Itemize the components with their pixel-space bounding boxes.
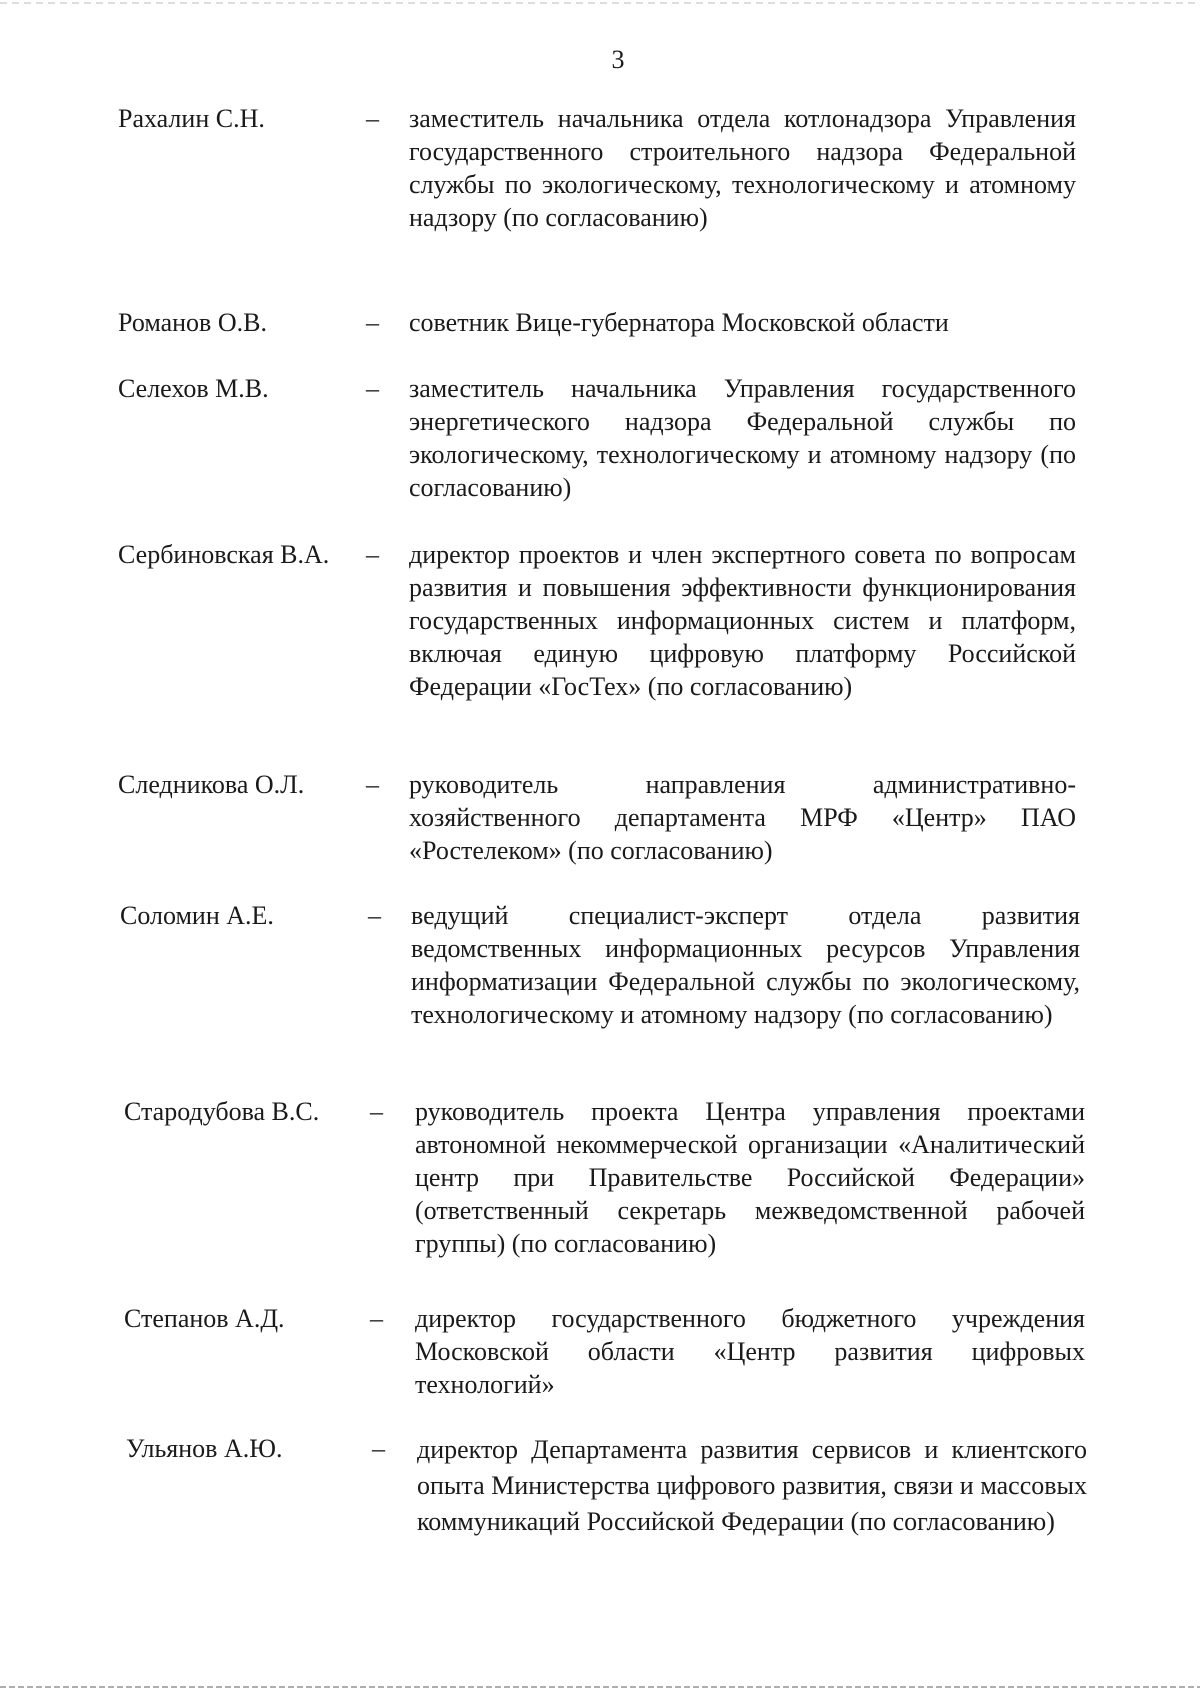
member-name: Селехов М.В. xyxy=(118,374,269,403)
member-dash: – xyxy=(366,374,379,403)
scan-edge-bottom xyxy=(0,1686,1200,1688)
scan-edge-top xyxy=(0,2,1200,4)
member-name: Ульянов А.Ю. xyxy=(126,1434,283,1463)
member-role: директор Департамента развития сервисов и клиентского опыта Министерства цифрового развития, связи и массовых коммуникаций Российской Федерации (по согласованию) xyxy=(417,1435,1087,1536)
member-name: Степанов А.Д. xyxy=(124,1304,285,1333)
member-name: Рахалин С.Н. xyxy=(118,104,265,133)
member-dash: – xyxy=(366,104,379,133)
member-role: руководитель направления административно-хозяйственного департамента МРФ «Центр» ПАО «Ростелеком» (по согласованию) xyxy=(409,770,1076,865)
member-role: директор проектов и член экспертного совета по вопросам развития и повышения эффективности функционирования государственных информационных систем и платформ, включая единую цифровую платформу Российской Федерации «ГосТех» (по согласованию) xyxy=(409,540,1076,701)
member-name: Следникова О.Л. xyxy=(118,770,305,799)
member-dash: – xyxy=(370,1097,383,1126)
member-role: ведущий специалист-эксперт отдела развития ведомственных информационных ресурсов Управления информатизации Федеральной службы по экологическому, технологическому и атомному надзору (по согласованию) xyxy=(411,901,1080,1029)
member-name: Стародубова В.С. xyxy=(124,1097,320,1126)
member-role: советник Вице-губернатора Московской области xyxy=(409,308,949,337)
member-dash: – xyxy=(372,1434,385,1463)
member-role: руководитель проекта Центра управления проектами автономной некоммерческой организации «Аналитический центр при Правительстве Российской Федерации» (ответственный секретарь межведомственной рабочей группы) (по согласованию) xyxy=(415,1097,1085,1258)
page-number: 3 xyxy=(611,45,625,74)
member-dash: – xyxy=(368,901,381,930)
member-name: Соломин А.Е. xyxy=(120,901,274,930)
member-dash: – xyxy=(366,540,379,569)
member-role: заместитель начальника Управления государственного энергетического надзора Федеральной службы по экологическому, технологическому и атомному надзору (по согласованию) xyxy=(409,374,1076,502)
member-name: Сербиновская В.А. xyxy=(118,540,330,569)
member-name: Романов О.В. xyxy=(118,308,267,337)
member-role: директор государственного бюджетного учреждения Московской области «Центр развития цифровых технологий» xyxy=(415,1304,1085,1399)
member-dash: – xyxy=(366,308,379,337)
member-dash: – xyxy=(366,770,379,799)
member-dash: – xyxy=(370,1304,383,1333)
member-role: заместитель начальника отдела котлонадзора Управления государственного строительного надзора Федеральной службы по экологическому, технологическому и атомному надзору (по согласованию) xyxy=(409,104,1076,232)
